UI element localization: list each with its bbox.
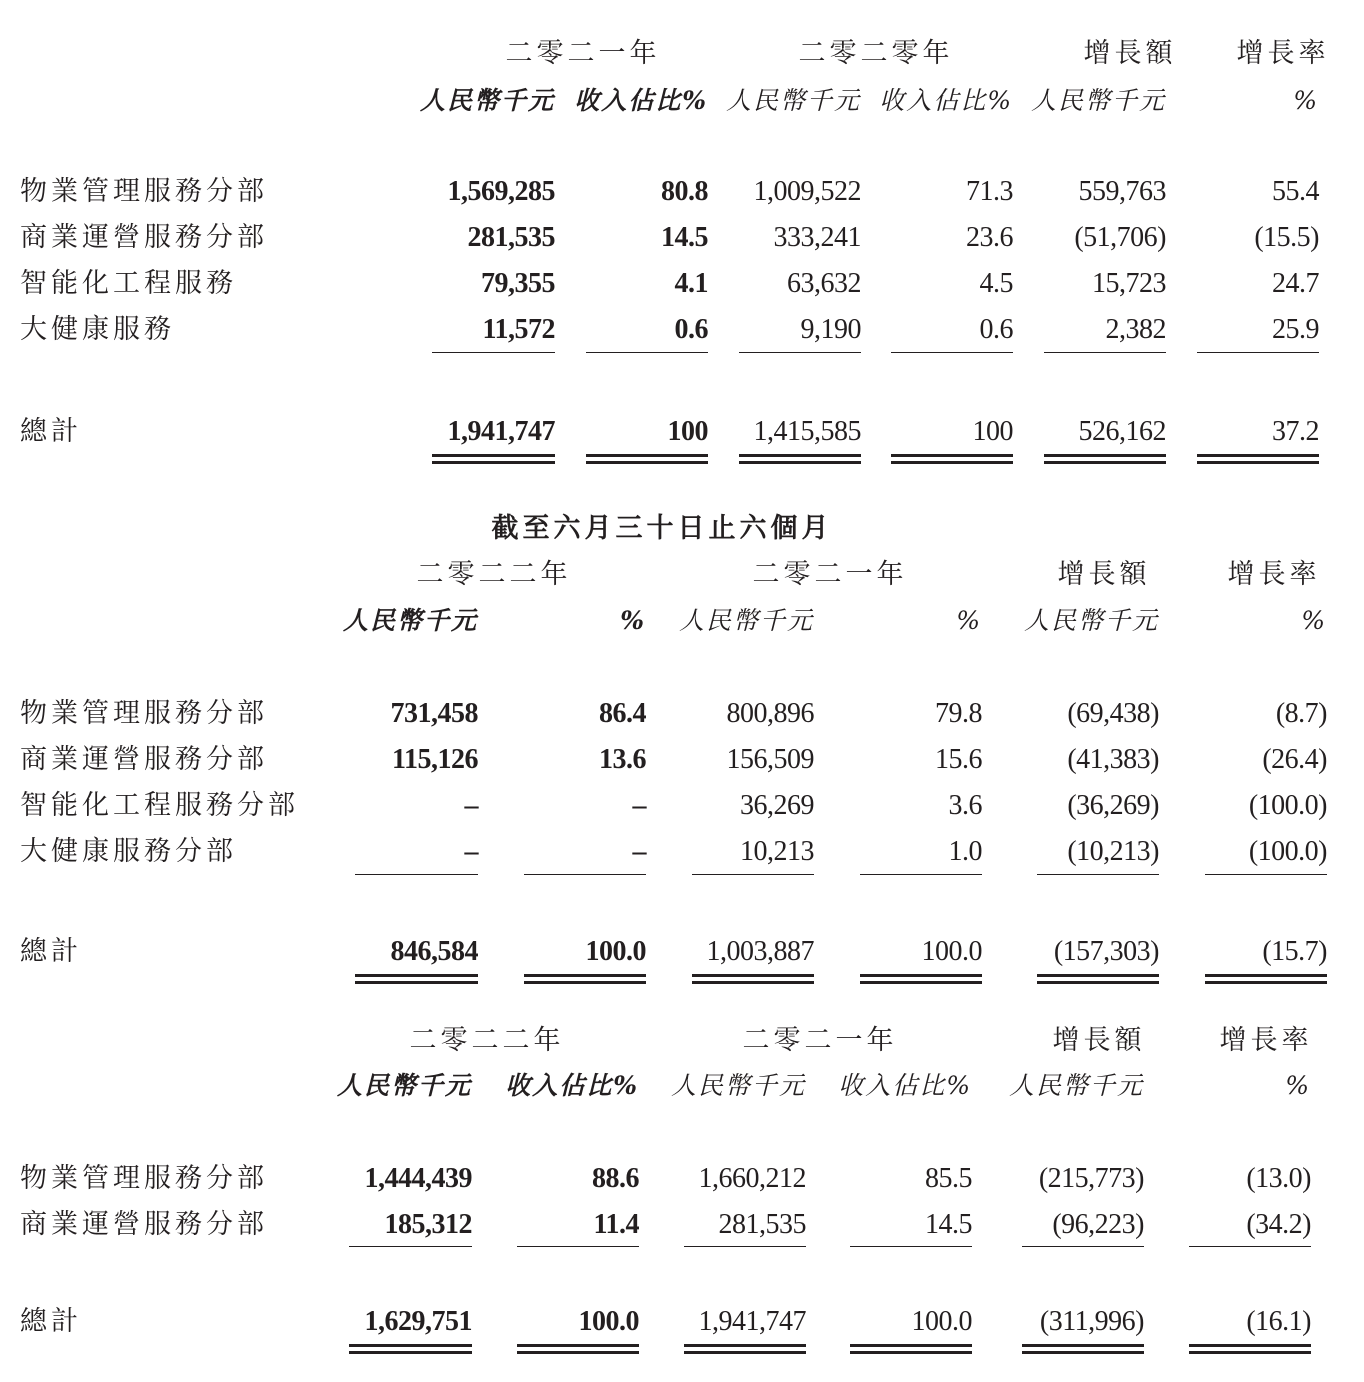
table-3-cell: 14.5 [925,1209,972,1240]
table-1-unit-header: 收入佔比% [574,86,708,115]
table-2-subtotal-rule [1037,874,1159,875]
table-3-total-double-rule [349,1344,472,1354]
table-2-row-label: 商業運營服務分部 [20,744,268,775]
table-1-subtotal-rule [1044,352,1166,353]
table-2-cell: 1.0 [948,836,982,867]
table-2-cell: (8.7) [1275,698,1327,729]
table-1-cell: 1,009,522 [753,176,861,207]
table-2-unit-header: 人民幣千元 [678,606,814,635]
table-1-total-double-rule [739,454,861,464]
table-1-cell: 71.3 [966,176,1013,207]
table-1-total-cell: 100 [972,416,1013,447]
table-3-row-label: 物業管理服務分部 [20,1163,268,1194]
table-2-cell: – [632,836,646,867]
table-1-year-header: 二零二一年 [505,38,661,69]
table-1-cell: 63,632 [787,268,861,299]
table-3-cell: 281,535 [718,1209,806,1240]
table-3-cell: 1,444,439 [364,1163,472,1194]
table-3-total-cell: (16.1) [1246,1306,1311,1337]
table-3-unit-header: 人民幣千元 [336,1071,472,1100]
table-1-cell: 80.8 [661,176,708,207]
table-2-subtotal-rule [355,874,478,875]
table-2-row-label: 大健康服務分部 [20,836,237,867]
table-2-total-double-rule [860,974,982,984]
table-1-cell: (51,706) [1074,222,1166,253]
table-2-cell: – [464,790,478,821]
table-3-cell: 185,312 [384,1209,472,1240]
table-2-total-double-rule [355,974,478,984]
table-2-period-title: 截至六月三十日止六個月 [491,513,833,544]
table-2-cell: (10,213) [1067,836,1159,867]
table-1-row-label: 商業運營服務分部 [20,222,268,253]
table-3-cell: 11.4 [593,1209,639,1240]
table-1-unit-header: % [1293,86,1319,115]
table-1-total-double-rule [1044,454,1166,464]
table-1-subtotal-rule [739,352,861,353]
table-3-unit-header: 人民幣千元 [1008,1071,1144,1100]
table-2-cell: (36,269) [1067,790,1159,821]
table-3-total-double-rule [517,1344,639,1354]
table-2-cell: 156,509 [726,744,814,775]
table-2-total-double-rule [692,974,814,984]
table-1-cell: 281,535 [467,222,555,253]
table-2-total-double-rule [1205,974,1327,984]
table-1-unit-header: 人民幣千元 [725,86,861,115]
table-1-total-cell: 37.2 [1272,416,1319,447]
table-2-unit-header: % [956,606,982,635]
table-1-row-label: 大健康服務 [20,314,175,345]
table-2-subtotal-rule [524,874,646,875]
table-3-subtotal-rule [1022,1246,1144,1247]
table-2-total-cell: 846,584 [390,936,478,967]
table-2-total-label: 總計 [20,936,82,967]
table-1-cell: 79,355 [481,268,555,299]
table-2-cell: – [632,790,646,821]
table-3-total-cell: (311,996) [1039,1306,1144,1337]
table-2-cell: 86.4 [599,698,646,729]
table-1-cell: 23.6 [966,222,1013,253]
table-2-cell: 15.6 [935,744,982,775]
table-3-subtotal-rule [850,1246,972,1247]
table-3-total-double-rule [850,1344,972,1354]
table-1-year-header: 增長額 [1083,38,1177,69]
table-1-subtotal-rule [891,352,1013,353]
table-1-cell: 14.5 [661,222,708,253]
table-3-year-header: 增長率 [1219,1025,1313,1056]
table-2-cell: – [464,836,478,867]
table-3-cell: 85.5 [925,1163,972,1194]
table-3-total-cell: 1,941,747 [698,1306,806,1337]
table-1-row-label: 智能化工程服務 [20,268,237,299]
table-2-cell: 13.6 [599,744,646,775]
table-1-row-label: 物業管理服務分部 [20,176,268,207]
table-1-total-cell: 1,415,585 [753,416,861,447]
table-2-cell: (69,438) [1067,698,1159,729]
table-2-year-header: 二零二二年 [416,559,572,590]
table-1-year-header: 二零二零年 [798,38,954,69]
table-3-total-double-rule [1022,1344,1144,1354]
table-3-row-label: 商業運營服務分部 [20,1209,268,1240]
table-1-cell: 4.1 [674,268,708,299]
table-2-subtotal-rule [1205,874,1327,875]
table-2-cell: 800,896 [726,698,814,729]
table-3-cell: 88.6 [592,1163,639,1194]
table-2-cell: 10,213 [740,836,814,867]
table-3-subtotal-rule [1189,1246,1311,1247]
table-2-cell: 731,458 [390,698,478,729]
table-2-cell: (100.0) [1248,836,1327,867]
table-2-total-double-rule [524,974,646,984]
table-2-unit-header: % [1301,606,1327,635]
table-3-total-label: 總計 [20,1306,82,1337]
table-3-year-header: 增長額 [1052,1025,1146,1056]
table-1-cell: 24.7 [1272,268,1319,299]
table-1-cell: 4.5 [979,268,1013,299]
table-3-total-cell: 100.0 [578,1306,639,1337]
table-2-row-label: 智能化工程服務分部 [20,790,299,821]
table-1-subtotal-rule [1197,352,1319,353]
table-1-cell: 11,572 [482,314,555,345]
table-2-cell: (100.0) [1248,790,1327,821]
table-1-total-double-rule [891,454,1013,464]
table-1-total-double-rule [1197,454,1319,464]
table-2-total-double-rule [1037,974,1159,984]
table-3-unit-header: 人民幣千元 [670,1071,806,1100]
table-1-total-label: 總計 [20,416,82,447]
table-1-cell: 55.4 [1272,176,1319,207]
table-2-total-cell: 100.0 [585,936,646,967]
table-3-total-cell: 1,629,751 [364,1306,472,1337]
table-3-cell: (13.0) [1246,1163,1311,1194]
table-2-subtotal-rule [692,874,814,875]
table-2-cell: 79.8 [935,698,982,729]
table-1-cell: 2,382 [1105,314,1166,345]
table-2-year-header: 二零二一年 [752,559,908,590]
table-2-unit-header: % [620,606,646,635]
table-1-unit-header: 人民幣千元 [419,86,555,115]
table-1-subtotal-rule [586,352,708,353]
table-3-total-double-rule [1189,1344,1311,1354]
table-2-total-cell: 1,003,887 [706,936,814,967]
table-2-cell: 3.6 [948,790,982,821]
table-1-cell: 15,723 [1092,268,1166,299]
table-3-year-header: 二零二二年 [409,1025,565,1056]
table-1-total-double-rule [586,454,708,464]
table-2-total-cell: 100.0 [921,936,982,967]
table-3-subtotal-rule [349,1246,472,1247]
table-3-total-cell: 100.0 [911,1306,972,1337]
table-2-year-header: 增長率 [1227,559,1321,590]
table-1-year-header: 增長率 [1236,38,1330,69]
table-3-total-double-rule [684,1344,806,1354]
table-1-cell: 0.6 [674,314,708,345]
table-2-row-label: 物業管理服務分部 [20,698,268,729]
table-2-unit-header: 人民幣千元 [1023,606,1159,635]
table-3-unit-header: 收入佔比% [505,1071,639,1100]
table-1-cell: 0.6 [979,314,1013,345]
table-3-subtotal-rule [517,1246,639,1247]
table-2-unit-header: 人民幣千元 [342,606,478,635]
table-1-unit-header: 人民幣千元 [1030,86,1166,115]
table-3-unit-header: % [1285,1071,1311,1100]
table-2-total-cell: (157,303) [1053,936,1159,967]
table-3-cell: (96,223) [1052,1209,1144,1240]
table-3-cell: (215,773) [1038,1163,1144,1194]
table-2-cell: 36,269 [740,790,814,821]
table-1-subtotal-rule [432,352,555,353]
table-1-cell: 333,241 [773,222,861,253]
table-1-unit-header: 收入佔比% [879,86,1013,115]
table-3-subtotal-rule [684,1246,806,1247]
table-2-cell: (41,383) [1067,744,1159,775]
table-2-cell: (26.4) [1262,744,1327,775]
table-2-cell: 115,126 [392,744,478,775]
table-1-cell: 25.9 [1272,314,1319,345]
table-1-cell: 1,569,285 [447,176,555,207]
table-3-unit-header: 收入佔比% [838,1071,972,1100]
table-1-cell: 559,763 [1078,176,1166,207]
table-1-total-double-rule [432,454,555,464]
table-1-total-cell: 526,162 [1078,416,1166,447]
table-2-year-header: 增長額 [1057,559,1151,590]
table-3-cell: 1,660,212 [698,1163,806,1194]
table-2-subtotal-rule [860,874,982,875]
table-3-year-header: 二零二一年 [742,1025,898,1056]
table-3-cell: (34.2) [1246,1209,1311,1240]
table-2-total-cell: (15.7) [1262,936,1327,967]
table-1-cell: (15.5) [1254,222,1319,253]
table-1-total-cell: 100 [667,416,708,447]
table-1-total-cell: 1,941,747 [447,416,555,447]
table-1-cell: 9,190 [800,314,861,345]
